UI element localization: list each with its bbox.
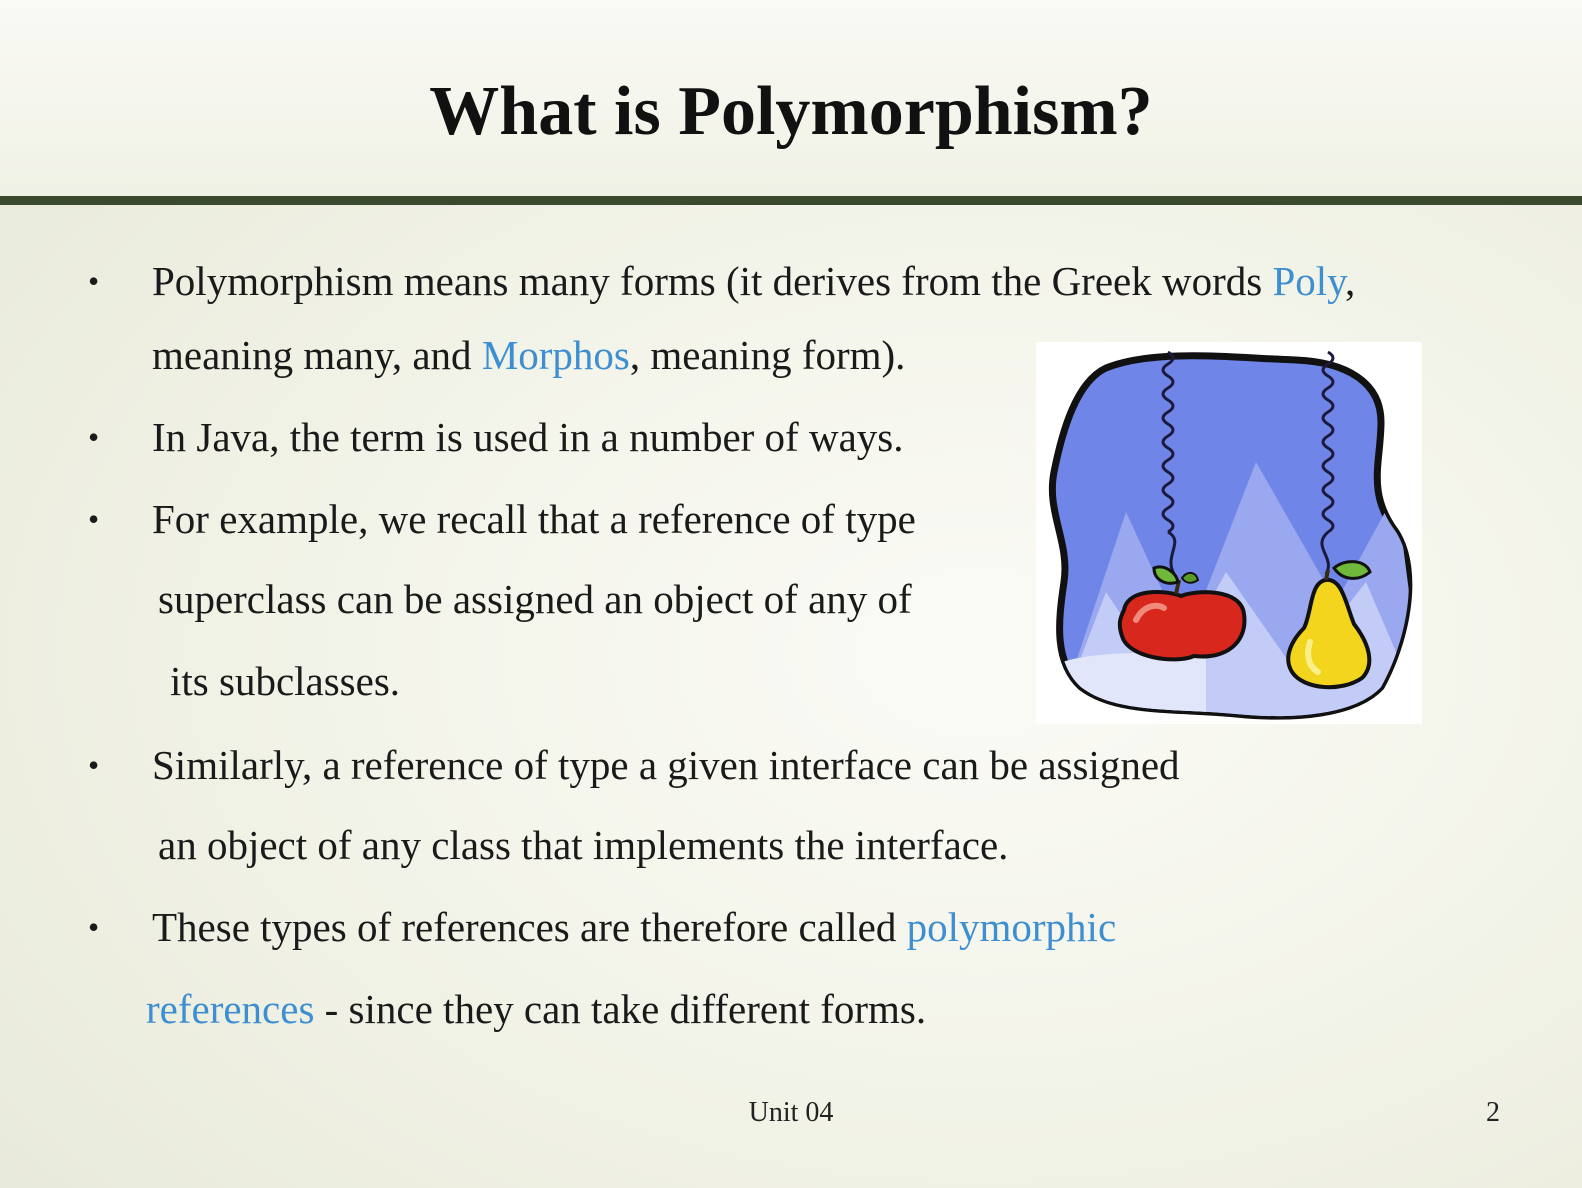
- bullet-1-line-2: [152, 330, 905, 380]
- bullet-5-line-2: [146, 984, 926, 1034]
- bullet-5-line-1: [152, 902, 1116, 952]
- title-divider: [0, 196, 1582, 205]
- bullet-1-text: Polymorphism means many forms (it derives from the Greek words: [152, 258, 1273, 304]
- term-references: references: [146, 986, 315, 1032]
- bullet-marker: •: [88, 263, 100, 299]
- bullet-2-line-1: In Java, the term is used in a number of ways.: [152, 414, 904, 460]
- bullet-1-text-cont: meaning many, and: [152, 332, 482, 378]
- bullet-5-text-end: - since they can take different forms.: [314, 986, 927, 1032]
- term-poly: Poly: [1272, 258, 1345, 304]
- footer-unit-label: Unit 04: [748, 1097, 834, 1128]
- bullet-4-line-1: Similarly, a reference of type a given interface can be assigned: [152, 742, 1180, 788]
- bullet-1-text-end: , meaning form).: [629, 332, 906, 378]
- slide-number: 2: [1486, 1097, 1500, 1128]
- bullet-3-line-2: superclass can be assigned an object of any of: [158, 576, 912, 622]
- bullet-marker: •: [88, 747, 100, 783]
- bullet-1-line-1: [152, 256, 1355, 306]
- bullet-marker: •: [88, 909, 100, 945]
- bullet-3-line-3: its subclasses.: [170, 658, 401, 704]
- bullet-marker: •: [88, 501, 100, 537]
- polymorphism-illustration: [1036, 342, 1422, 724]
- slide-title: What is Polymorphism?: [429, 73, 1153, 150]
- bullet-5-text: These types of references are therefore called: [152, 904, 907, 950]
- term-polymorphic: polymorphic: [906, 904, 1117, 950]
- bullet-marker: •: [88, 419, 100, 455]
- bullet-1-punct: ,: [1344, 258, 1356, 304]
- term-morphos: Morphos: [481, 332, 630, 378]
- apple-and-pear-on-springs-clipart-icon: [1036, 342, 1422, 724]
- bullet-3-line-1: For example, we recall that a reference of type: [152, 496, 916, 542]
- bullet-4-line-2: an object of any class that implements the interface.: [158, 822, 1009, 868]
